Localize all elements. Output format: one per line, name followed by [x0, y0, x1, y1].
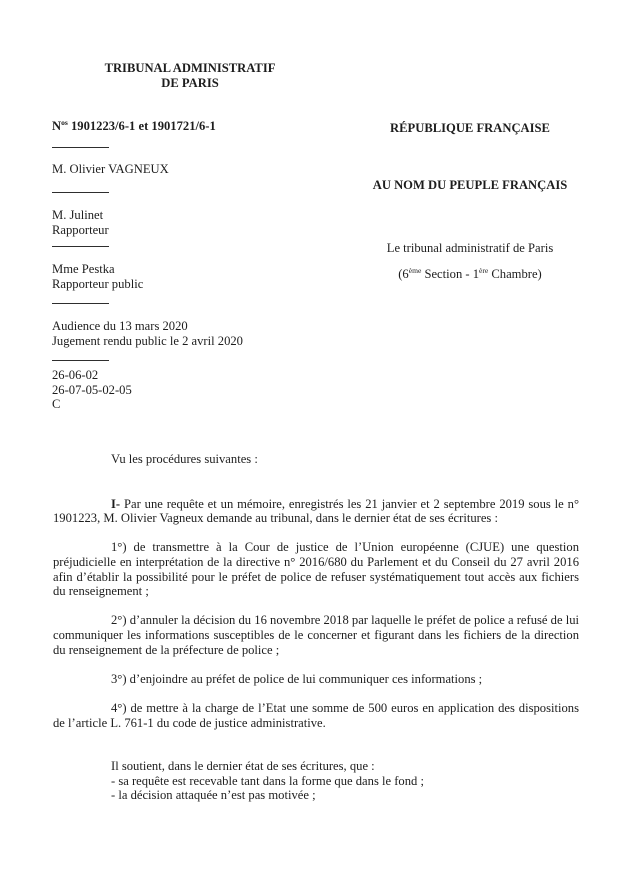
claim-2: 2°) d’annuler la décision du 16 novembre 2018 par laquelle le préfet de police a refusé de lui communiquer les informations susceptibles de le concerner et figurant dans les fichiers de la direction du renseignement de la préfecture de police ; [53, 613, 579, 657]
case-numbers-value: 1901223/6-1 et 1901721/6-1 [67, 119, 216, 133]
chamber-superscript-1: ème [408, 265, 422, 275]
claim-1: 1°) de transmettre à la Cour de justice de l’Union européenne (CJUE) une question préjudicielle en interprétation de la directive n° 2016/680 du Parlement et du Conseil du 27 avril 2016 afin d’établir la possibilité pour le préfet de police de refuser systématiquement tout accès aux fichiers du renseignement ; [53, 540, 579, 599]
chamber-mid: Section - 1 [421, 267, 480, 281]
divider [52, 192, 109, 193]
rapporteur-name: M. Julinet [52, 208, 104, 222]
divider [52, 303, 109, 304]
rapporteur-block [52, 208, 332, 237]
divider [52, 360, 109, 361]
procedures-intro: Vu les procédures suivantes : [111, 452, 258, 466]
request-paragraph [53, 497, 579, 526]
rapporteur-public-name: Mme Pestka [52, 262, 115, 276]
rapporteur-public-block [52, 262, 332, 291]
divider [52, 246, 109, 247]
court-name-line2: DE PARIS [161, 75, 219, 90]
code-line3: C [52, 397, 61, 412]
hearing-block [52, 319, 332, 348]
judgment-date: Jugement rendu public le 2 avril 2020 [52, 333, 243, 348]
judgment-body [53, 452, 579, 803]
contentions-block [111, 759, 579, 803]
court-name-line1: TRIBUNAL ADMINISTRATIF [104, 61, 276, 75]
case-numbers [52, 119, 332, 134]
court-name [52, 61, 328, 90]
republic-heading: RÉPUBLIQUE FRANÇAISE [390, 121, 550, 135]
chamber-close: Chambre) [488, 267, 542, 281]
chamber-superscript-2: ère [479, 265, 489, 275]
tribunal-line: Le tribunal administratif de Paris [386, 241, 554, 255]
chamber-line [340, 267, 600, 282]
people-heading: AU NOM DU PEUPLE FRANÇAIS [372, 178, 568, 192]
rapporteur-title: Rapporteur [52, 222, 109, 237]
contentions-intro: Il soutient, dans le dernier état de ses écritures, que : [111, 759, 375, 774]
code-line2: 26-07-05-02-05 [52, 382, 132, 397]
contention-point-1: - sa requête est recevable tant dans la forme que dans le fond ; [111, 773, 424, 788]
contention-point-2: - la décision attaquée n’est pas motivée ; [111, 788, 316, 803]
claim-3: 3°) d’enjoindre au préfet de police de lui communiquer ces informations ; [111, 671, 483, 686]
case-numbers-prefix: N [52, 119, 62, 133]
claim-4: 4°) de mettre à la charge de l’Etat une somme de 500 euros en application des dispositions de l’article L. 761-1 du code de justice administrative. [53, 700, 579, 730]
divider [52, 147, 109, 148]
request-roman-numeral: I- [111, 496, 121, 511]
chamber-open: (6 [398, 267, 409, 281]
request-text: Par une requête et un mémoire, enregistrés les 21 janvier et 2 septembre 2019 sous le n° 1901223, M. Olivier Vagneux demande au tribunal, dans le dernier état de ses écritures : [53, 496, 579, 526]
rapporteur-public-title: Rapporteur public [52, 276, 144, 291]
classification-codes [52, 368, 332, 412]
code-line1: 26-06-02 [52, 368, 99, 382]
case-numbers-superscript: os [61, 117, 68, 127]
hearing-date: Audience du 13 mars 2020 [52, 319, 188, 333]
petitioner-name: M. Olivier VAGNEUX [52, 162, 169, 176]
